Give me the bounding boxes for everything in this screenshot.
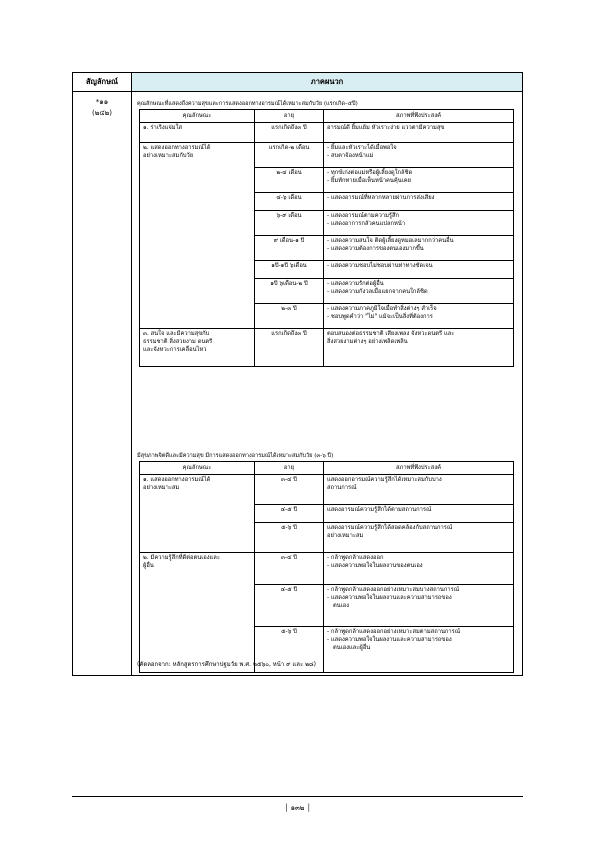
desired-state-line: - ยิ้มทักทายเมื่อเห็นหน้าคนคุ้นเคย — [327, 178, 411, 184]
section1-title: คุณลักษณะที่แสดงถึงความสุขและการแสดงออกทางอารมณ์ได้เหมาะสมกับวัย (แรกเกิด–๕ปี) — [137, 101, 358, 107]
trait-line: อย่างเหมาะสมกับวัย — [143, 153, 194, 159]
section2-table — [139, 461, 514, 673]
desired-state-line: แสดงอารมณ์ความรู้สึกได้ตามสถานการณ์ — [327, 507, 432, 513]
desired-state-cell — [324, 329, 514, 367]
desired-state-line: - แสดงความพอใจในผลงานและความสามารถของ — [327, 595, 452, 601]
desired-state-cell — [324, 585, 514, 627]
desired-state-line: ตนเองและผู้อื่น — [333, 645, 371, 651]
desired-state-line: - กล้าพูดกล้าแสดงออกอย่างเหมาะสมบางสถานการณ์ — [327, 587, 460, 593]
table-row — [140, 475, 514, 505]
age-cell: ๒-๔ เดือน — [255, 168, 324, 193]
age-cell: ๔-๖ เดือน — [255, 193, 324, 211]
desired-state-line: - กล้าพูดกล้าแสดงออก — [327, 555, 384, 561]
table-header-row — [140, 462, 514, 475]
age-cell: ๖-๙ เดือน — [255, 211, 324, 236]
trait-cell — [140, 553, 255, 673]
desired-state-cell — [324, 553, 514, 585]
column-header: คุณลักษณะ — [140, 110, 255, 123]
age-cell: ๕-๖ ปี — [255, 523, 324, 553]
desired-state-line: ตอบสนองต่อธรรมชาติ เสียงเพลง จังหวะดนตรี และ — [327, 331, 455, 337]
age-cell: แรกเกิดถึง๓ ปี — [255, 123, 324, 143]
desired-state-cell — [324, 304, 514, 329]
desired-state-line: - แสดงความต้องการของตนเองมากขึ้น — [327, 246, 424, 252]
desired-state-cell — [324, 193, 514, 211]
header-symbol: สัญลักษณ์ — [73, 73, 132, 91]
age-cell: ๒-๓ ปี — [255, 304, 324, 329]
header-appendix: ภาคผนวก — [132, 73, 522, 91]
desired-state-line: - ทุกข์เก่งต่อแม่หรือผู้เลี้ยงดูใกล้ชิด — [327, 170, 413, 176]
appendix-frame — [72, 72, 523, 676]
footer-rule — [72, 796, 523, 797]
desired-state-line: - แสดงความพอใจในผลงานและความสามารถของ — [327, 637, 452, 643]
trait-line: และจังหวะการเคลื่อนไหว — [143, 347, 207, 353]
desired-state-line: - แสดงอาการกลัวคนแปลกหน้า — [327, 221, 406, 227]
desired-state-line: อารมณ์ดี ยิ้มแย้ม หัวเราะง่าย แววตามีความสุข — [327, 125, 445, 131]
table-row — [140, 123, 514, 143]
desired-state-cell — [324, 523, 514, 553]
desired-state-cell — [324, 168, 514, 193]
desired-state-line: - แสดงความสนใจ ติดผู้เลี้ยงดูหมอเลมากกว่าคนอื่น — [327, 238, 454, 244]
section1-table — [139, 109, 514, 367]
desired-state-line: แสดงอารมณ์ความรู้สึกได้สอดคล้องกับสถานการณ์ — [327, 525, 453, 531]
trait-line: อย่างเหมาะสม — [143, 485, 180, 491]
desired-state-line: - แสดงความพอใจในผลงานของตนเอง — [327, 563, 423, 569]
age-cell: แรกเกิดถึง๓ ปี — [255, 329, 324, 367]
desired-state-cell — [324, 475, 514, 505]
trait-cell — [140, 475, 255, 553]
desired-state-line: - ยิ้มและหัวเราะได้เมื่อพอใจ — [327, 145, 397, 151]
desired-state-line: - แสดงความกังวลเมื่อแยกจากคนใกล้ชิด — [327, 289, 428, 295]
desired-state-line: - แสดงความภาคภูมิใจเมื่อทำสิ่งต่างๆ สำเร็จ — [327, 306, 437, 312]
age-cell: ๕-๖ ปี — [255, 627, 324, 673]
desired-state-line: - แสดงความรักต่อผู้อื่น — [327, 281, 384, 287]
table-row — [140, 553, 514, 585]
trait-line: ๑. ร่าเริงแจ่มใส — [143, 125, 182, 131]
table-header-row — [140, 110, 514, 123]
desired-state-cell — [324, 261, 514, 279]
column-header: สภาพที่พึงประสงค์ — [324, 462, 514, 475]
desired-state-line: - แสดงอารมณ์ตามความรู้สึก — [327, 213, 400, 219]
trait-line: ๒. มีความรู้สึกที่ดีต่อตนเองและ — [143, 555, 220, 561]
trait-cell — [140, 123, 255, 143]
age-cell: แรกเกิด-๒ เดือน — [255, 143, 324, 168]
column-header: สภาพที่พึงประสงค์ — [324, 110, 514, 123]
trait-cell — [140, 143, 255, 329]
trait-line: ๒. แสดงออกทางอารมณ์ได้ — [143, 145, 211, 151]
trait-cell — [140, 329, 255, 367]
desired-state-line: แสดงออกอารมณ์ความรู้สึกได้เหมาะสมกับบาง — [327, 477, 442, 483]
age-cell: ๓-๔ ปี — [255, 553, 324, 585]
desired-state-cell — [324, 505, 514, 523]
age-cell: ๑ปี-๑ปี ๖เดือน — [255, 261, 324, 279]
trait-line: ผู้อื่น — [143, 563, 154, 569]
desired-state-line: - ชอบพูดคำว่า "ไม่" แม้จะเป็นสิ่งที่ต้องการ — [327, 314, 433, 320]
code-sub: (๒๔๒) — [92, 109, 112, 117]
desired-state-cell — [324, 279, 514, 304]
desired-state-line: สิ่งสวยงามต่างๆ อย่างเพลิดเพลิน — [327, 339, 408, 345]
page-number: │ ๑๓๒ │ — [284, 804, 311, 812]
table-row — [140, 329, 514, 367]
age-cell: ๔-๕ ปี — [255, 505, 324, 523]
age-cell: ๙ เดือน-๑ ปี — [255, 236, 324, 261]
table-row — [140, 143, 514, 168]
desired-state-cell — [324, 143, 514, 168]
section2-title: มีสุขภาพจิตดีและมีความสุข มีการแสดงออกทางอารมณ์ได้เหมาะสมกับวัย (๓-๖ ปี) — [137, 453, 334, 459]
column-header: อายุ — [255, 462, 324, 475]
age-cell: ๓-๔ ปี — [255, 475, 324, 505]
trait-line: ๑. แสดงออกทางอารมณ์ได้ — [143, 477, 211, 483]
column-divider — [131, 91, 132, 675]
trait-line: ๓. สนใจ และมีความสุขกับ — [143, 331, 210, 337]
age-cell: ๔-๕ ปี — [255, 585, 324, 627]
column-header: คุณลักษณะ — [140, 462, 255, 475]
desired-state-line: - แสดงความชอบไม่ชอบผ่านท่าทางชัดเจน — [327, 263, 433, 269]
desired-state-line: อย่างเหมาะสม — [327, 533, 364, 539]
code-main: *๑๑ — [95, 98, 109, 106]
desired-state-line: - แสดงอารมณ์ที่หลากหลายผ่านการส่งเสียง — [327, 195, 435, 201]
source-citation: (คัดลอกจาก: หลักสูตรการศึกษาปฐมวัย พ.ศ. ๒๕๖๐, หน้า ๙ และ ๒๘) — [137, 661, 317, 668]
trait-line: ธรรมชาติ สิ่งสวยงาม ดนตรี — [143, 339, 213, 345]
desired-state-line: - กล้าพูดกล้าแสดงออกอย่างเหมาะสมตามสถานการณ์ — [327, 629, 461, 635]
age-cell: ๑ปี ๖เดือน-๒ ปี — [255, 279, 324, 304]
desired-state-line: ตนเอง — [333, 603, 350, 609]
column-header: อายุ — [255, 110, 324, 123]
desired-state-cell — [324, 236, 514, 261]
desired-state-cell — [324, 123, 514, 143]
desired-state-line: - สบตาจ้องหน้าแม่ — [327, 153, 374, 159]
desired-state-line: สถานการณ์ — [327, 485, 357, 491]
desired-state-cell — [324, 627, 514, 673]
table-header — [73, 73, 522, 92]
desired-state-cell — [324, 211, 514, 236]
